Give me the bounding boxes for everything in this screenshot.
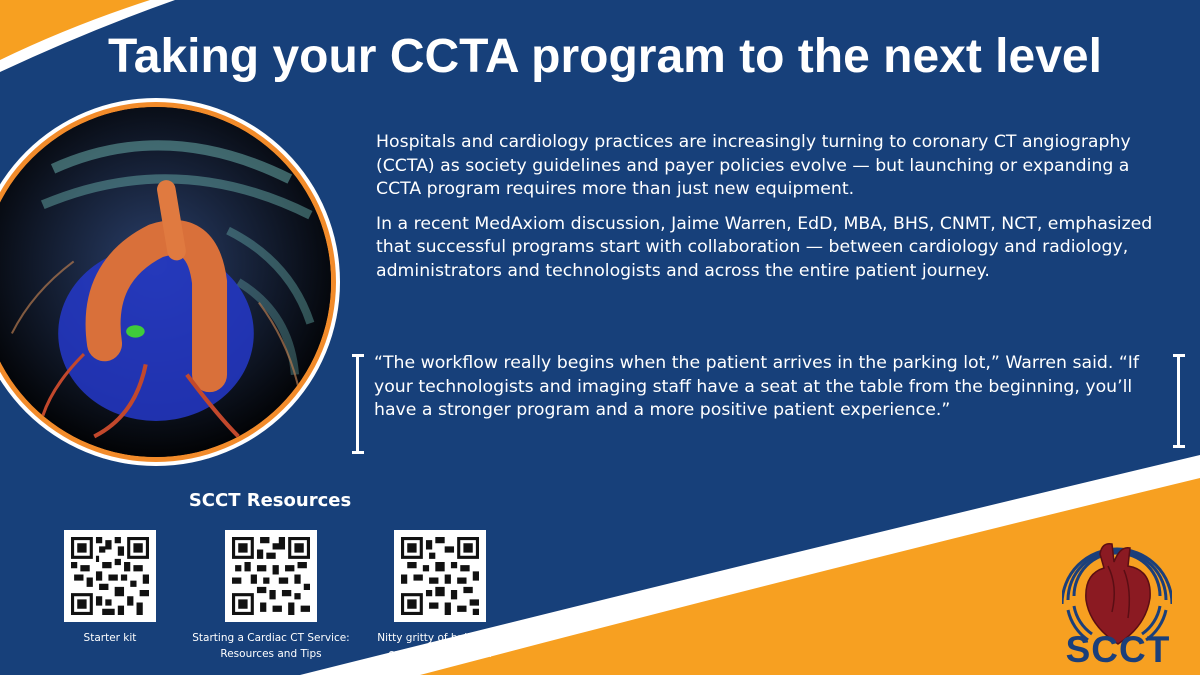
qr-code-icon[interactable] xyxy=(225,530,317,622)
qr-code-icon[interactable] xyxy=(394,530,486,622)
quote-bracket-right xyxy=(1173,354,1185,448)
cardiac-ct-rendering-image xyxy=(0,107,331,457)
resource-label-line2: Resources and Tips xyxy=(220,648,322,660)
paragraph-intro: Hospitals and cardiology practices are increasingly turning to coronary CT angiography (CCTA) as society guidelines and payer policies evolve — but launching or expanding a CCTA program requires more than just new equipment. xyxy=(376,132,1131,199)
resource-label xyxy=(340,630,540,662)
resource-item-nitty-gritty[interactable] xyxy=(340,530,540,662)
resource-label-line2: cardiac CT program xyxy=(388,648,492,660)
page-title: Taking your CCTA program to the next level xyxy=(108,30,1102,83)
resource-label-line1: Starting a Cardiac CT Service: xyxy=(192,632,350,644)
qr-code-pattern xyxy=(401,537,479,615)
resource-label-line1: Starter kit xyxy=(83,632,137,644)
pull-quote: “The workflow really begins when the patient arrives in the parking lot,” Warren said. “If your technologists and imaging staff have a seat at the table from the beginning, you’ll have a stronger program and a more positive patient experience.” xyxy=(374,353,1139,420)
resources-heading: SCCT Resources xyxy=(188,490,352,511)
paragraph-discussion: In a recent MedAxiom discussion, Jaime Warren, EdD, MBA, BHS, CNMT, NCT, emphasized that successful programs start with collaboration — between cardiology and radiology, administrators and technologists and across the entire patient journey. xyxy=(376,213,1153,281)
resource-label-line1: Nitty gritty of building a xyxy=(377,632,503,644)
qr-code-pattern xyxy=(71,537,149,615)
article-body xyxy=(376,131,1176,294)
scct-logo-text: SCCT xyxy=(1065,629,1171,670)
quote-bracket-left xyxy=(352,354,364,454)
qr-code-pattern xyxy=(232,537,310,615)
qr-code-icon[interactable] xyxy=(64,530,156,622)
